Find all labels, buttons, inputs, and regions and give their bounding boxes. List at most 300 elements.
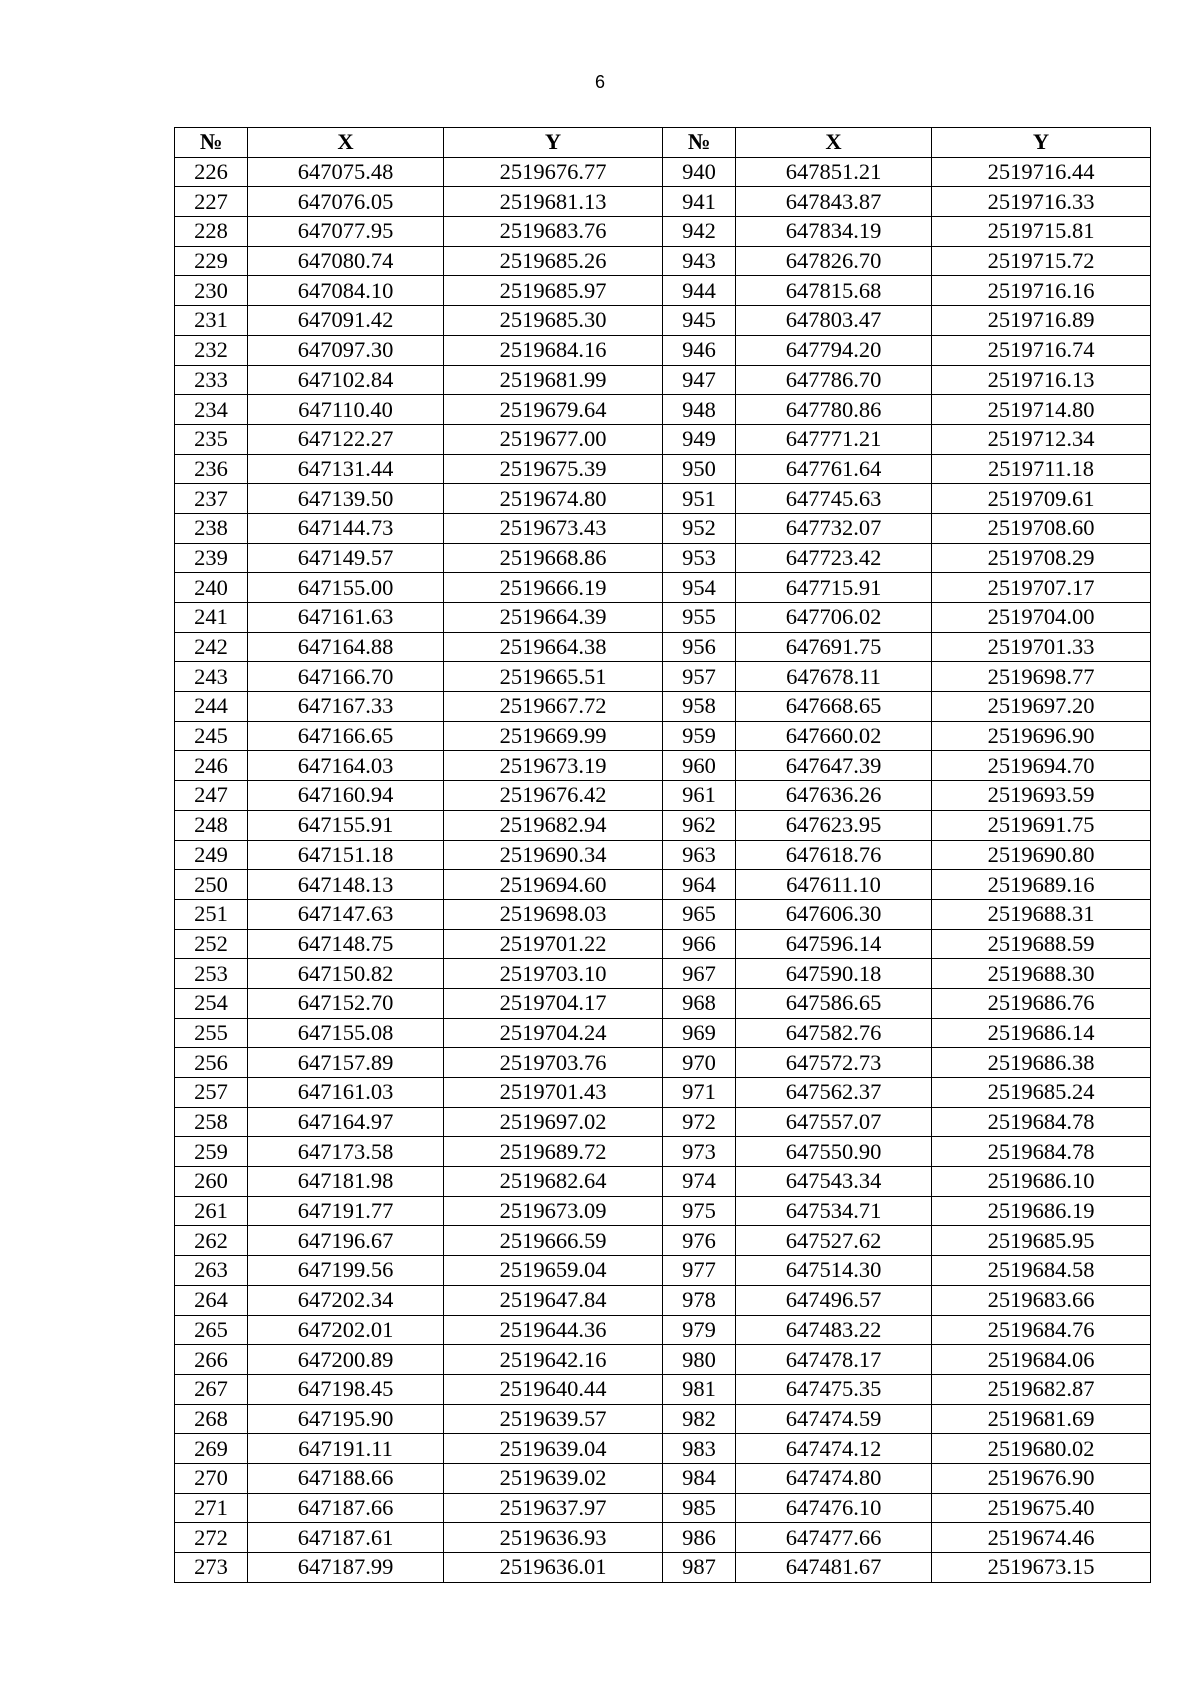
y-left-cell: 2519636.01 xyxy=(444,1553,663,1583)
table-row xyxy=(175,1315,1151,1345)
y-right-cell: 2519715.81 xyxy=(932,217,1151,247)
table-row xyxy=(175,1374,1151,1404)
x-left-cell: 647150.82 xyxy=(248,959,444,989)
table-row xyxy=(175,988,1151,1018)
y-right-cell: 2519712.34 xyxy=(932,424,1151,454)
table-row xyxy=(175,217,1151,247)
x-left-cell: 647196.67 xyxy=(248,1226,444,1256)
point-number-right-cell: 983 xyxy=(663,1434,736,1464)
point-number-left-cell: 246 xyxy=(175,751,248,781)
x-left-cell: 647200.89 xyxy=(248,1345,444,1375)
x-right-cell: 647815.68 xyxy=(736,276,932,306)
table-row xyxy=(175,1434,1151,1464)
point-number-left-cell: 237 xyxy=(175,484,248,514)
y-right-cell: 2519701.33 xyxy=(932,632,1151,662)
y-left-cell: 2519677.00 xyxy=(444,424,663,454)
point-number-left-cell: 250 xyxy=(175,870,248,900)
x-right-cell: 647474.12 xyxy=(736,1434,932,1464)
table-row xyxy=(175,1493,1151,1523)
point-number-left-cell: 263 xyxy=(175,1256,248,1286)
table-row xyxy=(175,751,1151,781)
x-left-cell: 647198.45 xyxy=(248,1374,444,1404)
x-left-cell: 647191.77 xyxy=(248,1196,444,1226)
x-right-cell: 647572.73 xyxy=(736,1048,932,1078)
x-left-cell: 647131.44 xyxy=(248,454,444,484)
x-left-cell: 647155.00 xyxy=(248,573,444,603)
x-right-cell: 647826.70 xyxy=(736,246,932,276)
point-number-left-cell: 235 xyxy=(175,424,248,454)
y-right-cell: 2519688.59 xyxy=(932,929,1151,959)
table-row xyxy=(175,1523,1151,1553)
y-right-cell: 2519697.20 xyxy=(932,692,1151,722)
point-number-left-cell: 254 xyxy=(175,988,248,1018)
x-right-cell: 647771.21 xyxy=(736,424,932,454)
x-right-cell: 647794.20 xyxy=(736,335,932,365)
y-left-cell: 2519701.43 xyxy=(444,1078,663,1108)
point-number-right-cell: 964 xyxy=(663,870,736,900)
point-number-right-cell: 980 xyxy=(663,1345,736,1375)
point-number-right-cell: 985 xyxy=(663,1493,736,1523)
y-left-cell: 2519679.64 xyxy=(444,395,663,425)
y-left-cell: 2519682.94 xyxy=(444,810,663,840)
point-number-left-cell: 234 xyxy=(175,395,248,425)
point-number-left-cell: 227 xyxy=(175,187,248,217)
point-number-left-cell: 252 xyxy=(175,929,248,959)
x-left-cell: 647102.84 xyxy=(248,365,444,395)
point-number-right-cell: 974 xyxy=(663,1167,736,1197)
x-right-cell: 647732.07 xyxy=(736,513,932,543)
x-left-cell: 647199.56 xyxy=(248,1256,444,1286)
point-number-left-cell: 247 xyxy=(175,781,248,811)
x-right-cell: 647706.02 xyxy=(736,603,932,633)
y-right-cell: 2519682.87 xyxy=(932,1374,1151,1404)
x-left-cell: 647152.70 xyxy=(248,988,444,1018)
point-number-right-cell: 954 xyxy=(663,573,736,603)
x-right-cell: 647606.30 xyxy=(736,899,932,929)
x-left-cell: 647091.42 xyxy=(248,306,444,336)
y-right-cell: 2519688.31 xyxy=(932,899,1151,929)
y-left-cell: 2519683.76 xyxy=(444,217,663,247)
x-right-cell: 647660.02 xyxy=(736,721,932,751)
x-left-cell: 647188.66 xyxy=(248,1463,444,1493)
y-right-cell: 2519691.75 xyxy=(932,810,1151,840)
table-row xyxy=(175,276,1151,306)
y-left-cell: 2519639.02 xyxy=(444,1463,663,1493)
y-right-cell: 2519714.80 xyxy=(932,395,1151,425)
table-row xyxy=(175,513,1151,543)
x-left-cell: 647164.88 xyxy=(248,632,444,662)
x-right-cell: 647596.14 xyxy=(736,929,932,959)
x-right-cell: 647647.39 xyxy=(736,751,932,781)
x-right-cell: 647834.19 xyxy=(736,217,932,247)
y-left-cell: 2519704.17 xyxy=(444,988,663,1018)
point-number-left-cell: 238 xyxy=(175,513,248,543)
table-row xyxy=(175,306,1151,336)
y-right-cell: 2519680.02 xyxy=(932,1434,1151,1464)
point-number-right-cell: 941 xyxy=(663,187,736,217)
x-left-cell: 647077.95 xyxy=(248,217,444,247)
y-right-cell: 2519681.69 xyxy=(932,1404,1151,1434)
y-left-cell: 2519647.84 xyxy=(444,1285,663,1315)
point-number-left-cell: 266 xyxy=(175,1345,248,1375)
point-number-right-cell: 982 xyxy=(663,1404,736,1434)
x-right-cell: 647761.64 xyxy=(736,454,932,484)
x-left-cell: 647097.30 xyxy=(248,335,444,365)
x-left-cell: 647139.50 xyxy=(248,484,444,514)
coordinates-table xyxy=(174,127,1151,1583)
point-number-right-cell: 947 xyxy=(663,365,736,395)
y-right-cell: 2519707.17 xyxy=(932,573,1151,603)
point-number-left-cell: 230 xyxy=(175,276,248,306)
table-row xyxy=(175,1285,1151,1315)
x-right-cell: 647803.47 xyxy=(736,306,932,336)
y-left-cell: 2519674.80 xyxy=(444,484,663,514)
point-number-left-cell: 229 xyxy=(175,246,248,276)
y-left-cell: 2519697.02 xyxy=(444,1107,663,1137)
table-row xyxy=(175,632,1151,662)
point-number-left-cell: 232 xyxy=(175,335,248,365)
point-number-right-cell: 972 xyxy=(663,1107,736,1137)
point-number-right-cell: 956 xyxy=(663,632,736,662)
point-number-right-cell: 957 xyxy=(663,662,736,692)
x-left-cell: 647187.61 xyxy=(248,1523,444,1553)
point-number-right-cell: 984 xyxy=(663,1463,736,1493)
x-right-cell: 647786.70 xyxy=(736,365,932,395)
point-number-right-cell: 975 xyxy=(663,1196,736,1226)
point-number-left-cell: 233 xyxy=(175,365,248,395)
x-left-cell: 647164.03 xyxy=(248,751,444,781)
y-right-cell: 2519686.76 xyxy=(932,988,1151,1018)
point-number-right-cell: 950 xyxy=(663,454,736,484)
y-left-cell: 2519703.76 xyxy=(444,1048,663,1078)
y-right-cell: 2519690.80 xyxy=(932,840,1151,870)
y-right-cell: 2519674.46 xyxy=(932,1523,1151,1553)
header-x-left: X xyxy=(248,128,444,158)
x-right-cell: 647745.63 xyxy=(736,484,932,514)
x-right-cell: 647477.66 xyxy=(736,1523,932,1553)
x-left-cell: 647202.01 xyxy=(248,1315,444,1345)
point-number-right-cell: 963 xyxy=(663,840,736,870)
x-left-cell: 647151.18 xyxy=(248,840,444,870)
x-left-cell: 647155.91 xyxy=(248,810,444,840)
y-left-cell: 2519639.04 xyxy=(444,1434,663,1464)
point-number-right-cell: 945 xyxy=(663,306,736,336)
table-row xyxy=(175,662,1151,692)
x-right-cell: 647723.42 xyxy=(736,543,932,573)
point-number-left-cell: 260 xyxy=(175,1167,248,1197)
header-y-right: Y xyxy=(932,128,1151,158)
point-number-right-cell: 981 xyxy=(663,1374,736,1404)
y-left-cell: 2519681.99 xyxy=(444,365,663,395)
y-right-cell: 2519683.66 xyxy=(932,1285,1151,1315)
table-row xyxy=(175,1048,1151,1078)
point-number-left-cell: 248 xyxy=(175,810,248,840)
point-number-left-cell: 242 xyxy=(175,632,248,662)
y-left-cell: 2519689.72 xyxy=(444,1137,663,1167)
x-right-cell: 647611.10 xyxy=(736,870,932,900)
y-left-cell: 2519682.64 xyxy=(444,1167,663,1197)
point-number-left-cell: 243 xyxy=(175,662,248,692)
table-row xyxy=(175,1463,1151,1493)
table-row xyxy=(175,1345,1151,1375)
x-left-cell: 647161.63 xyxy=(248,603,444,633)
y-right-cell: 2519689.16 xyxy=(932,870,1151,900)
y-left-cell: 2519685.26 xyxy=(444,246,663,276)
header-number-right: № xyxy=(663,128,736,158)
point-number-right-cell: 944 xyxy=(663,276,736,306)
table-row xyxy=(175,1256,1151,1286)
x-left-cell: 647166.70 xyxy=(248,662,444,692)
point-number-left-cell: 270 xyxy=(175,1463,248,1493)
header-y-left: Y xyxy=(444,128,663,158)
point-number-left-cell: 228 xyxy=(175,217,248,247)
x-left-cell: 647155.08 xyxy=(248,1018,444,1048)
point-number-left-cell: 239 xyxy=(175,543,248,573)
x-left-cell: 647166.65 xyxy=(248,721,444,751)
y-left-cell: 2519636.93 xyxy=(444,1523,663,1553)
y-left-cell: 2519668.86 xyxy=(444,543,663,573)
y-left-cell: 2519681.13 xyxy=(444,187,663,217)
x-left-cell: 647202.34 xyxy=(248,1285,444,1315)
y-right-cell: 2519684.58 xyxy=(932,1256,1151,1286)
y-right-cell: 2519696.90 xyxy=(932,721,1151,751)
y-left-cell: 2519673.09 xyxy=(444,1196,663,1226)
point-number-left-cell: 264 xyxy=(175,1285,248,1315)
table-row xyxy=(175,1553,1151,1583)
y-right-cell: 2519716.33 xyxy=(932,187,1151,217)
y-left-cell: 2519701.22 xyxy=(444,929,663,959)
y-right-cell: 2519709.61 xyxy=(932,484,1151,514)
y-left-cell: 2519669.99 xyxy=(444,721,663,751)
point-number-left-cell: 240 xyxy=(175,573,248,603)
table-row xyxy=(175,810,1151,840)
point-number-left-cell: 245 xyxy=(175,721,248,751)
y-right-cell: 2519698.77 xyxy=(932,662,1151,692)
y-right-cell: 2519716.74 xyxy=(932,335,1151,365)
x-right-cell: 647483.22 xyxy=(736,1315,932,1345)
table-row xyxy=(175,1196,1151,1226)
y-left-cell: 2519665.51 xyxy=(444,662,663,692)
table-row xyxy=(175,721,1151,751)
x-left-cell: 647181.98 xyxy=(248,1167,444,1197)
y-left-cell: 2519640.44 xyxy=(444,1374,663,1404)
table-row xyxy=(175,484,1151,514)
point-number-right-cell: 943 xyxy=(663,246,736,276)
table-row xyxy=(175,246,1151,276)
point-number-right-cell: 951 xyxy=(663,484,736,514)
y-left-cell: 2519664.38 xyxy=(444,632,663,662)
x-right-cell: 647590.18 xyxy=(736,959,932,989)
y-left-cell: 2519673.19 xyxy=(444,751,663,781)
y-right-cell: 2519676.90 xyxy=(932,1463,1151,1493)
point-number-left-cell: 251 xyxy=(175,899,248,929)
point-number-right-cell: 952 xyxy=(663,513,736,543)
point-number-right-cell: 953 xyxy=(663,543,736,573)
y-right-cell: 2519688.30 xyxy=(932,959,1151,989)
point-number-right-cell: 961 xyxy=(663,781,736,811)
x-left-cell: 647084.10 xyxy=(248,276,444,306)
x-left-cell: 647149.57 xyxy=(248,543,444,573)
table-row xyxy=(175,157,1151,187)
point-number-right-cell: 965 xyxy=(663,899,736,929)
y-left-cell: 2519690.34 xyxy=(444,840,663,870)
point-number-left-cell: 268 xyxy=(175,1404,248,1434)
point-number-right-cell: 969 xyxy=(663,1018,736,1048)
x-left-cell: 647164.97 xyxy=(248,1107,444,1137)
point-number-left-cell: 262 xyxy=(175,1226,248,1256)
x-right-cell: 647496.57 xyxy=(736,1285,932,1315)
y-right-cell: 2519694.70 xyxy=(932,751,1151,781)
x-left-cell: 647110.40 xyxy=(248,395,444,425)
table-row xyxy=(175,870,1151,900)
x-right-cell: 647557.07 xyxy=(736,1107,932,1137)
point-number-left-cell: 258 xyxy=(175,1107,248,1137)
y-left-cell: 2519637.97 xyxy=(444,1493,663,1523)
point-number-right-cell: 973 xyxy=(663,1137,736,1167)
x-left-cell: 647157.89 xyxy=(248,1048,444,1078)
y-right-cell: 2519711.18 xyxy=(932,454,1151,484)
y-right-cell: 2519685.24 xyxy=(932,1078,1151,1108)
x-right-cell: 647562.37 xyxy=(736,1078,932,1108)
y-left-cell: 2519644.36 xyxy=(444,1315,663,1345)
point-number-right-cell: 958 xyxy=(663,692,736,722)
x-right-cell: 647618.76 xyxy=(736,840,932,870)
x-right-cell: 647715.91 xyxy=(736,573,932,603)
point-number-right-cell: 940 xyxy=(663,157,736,187)
y-right-cell: 2519708.29 xyxy=(932,543,1151,573)
point-number-left-cell: 267 xyxy=(175,1374,248,1404)
x-right-cell: 647474.80 xyxy=(736,1463,932,1493)
point-number-left-cell: 241 xyxy=(175,603,248,633)
header-number-left: № xyxy=(175,128,248,158)
x-right-cell: 647534.71 xyxy=(736,1196,932,1226)
point-number-right-cell: 970 xyxy=(663,1048,736,1078)
y-right-cell: 2519716.44 xyxy=(932,157,1151,187)
x-right-cell: 647668.65 xyxy=(736,692,932,722)
x-left-cell: 647187.66 xyxy=(248,1493,444,1523)
point-number-left-cell: 259 xyxy=(175,1137,248,1167)
point-number-left-cell: 257 xyxy=(175,1078,248,1108)
point-number-left-cell: 265 xyxy=(175,1315,248,1345)
point-number-left-cell: 271 xyxy=(175,1493,248,1523)
point-number-right-cell: 971 xyxy=(663,1078,736,1108)
y-right-cell: 2519685.95 xyxy=(932,1226,1151,1256)
point-number-right-cell: 986 xyxy=(663,1523,736,1553)
point-number-right-cell: 978 xyxy=(663,1285,736,1315)
table-row xyxy=(175,929,1151,959)
y-right-cell: 2519686.19 xyxy=(932,1196,1151,1226)
x-right-cell: 647586.65 xyxy=(736,988,932,1018)
point-number-left-cell: 255 xyxy=(175,1018,248,1048)
x-left-cell: 647187.99 xyxy=(248,1553,444,1583)
y-right-cell: 2519684.78 xyxy=(932,1107,1151,1137)
x-left-cell: 647195.90 xyxy=(248,1404,444,1434)
point-number-left-cell: 256 xyxy=(175,1048,248,1078)
y-right-cell: 2519673.15 xyxy=(932,1553,1151,1583)
y-right-cell: 2519715.72 xyxy=(932,246,1151,276)
point-number-right-cell: 976 xyxy=(663,1226,736,1256)
table-body xyxy=(175,157,1151,1582)
y-left-cell: 2519676.77 xyxy=(444,157,663,187)
y-right-cell: 2519675.40 xyxy=(932,1493,1151,1523)
table-row xyxy=(175,899,1151,929)
point-number-left-cell: 244 xyxy=(175,692,248,722)
table-row xyxy=(175,959,1151,989)
x-right-cell: 647851.21 xyxy=(736,157,932,187)
y-left-cell: 2519667.72 xyxy=(444,692,663,722)
table-header-row xyxy=(175,128,1151,158)
table-row xyxy=(175,1137,1151,1167)
table-row xyxy=(175,1167,1151,1197)
point-number-right-cell: 960 xyxy=(663,751,736,781)
table-row xyxy=(175,365,1151,395)
table-row xyxy=(175,1107,1151,1137)
x-right-cell: 647514.30 xyxy=(736,1256,932,1286)
x-right-cell: 647474.59 xyxy=(736,1404,932,1434)
table-row xyxy=(175,395,1151,425)
y-right-cell: 2519686.14 xyxy=(932,1018,1151,1048)
point-number-left-cell: 261 xyxy=(175,1196,248,1226)
y-left-cell: 2519639.57 xyxy=(444,1404,663,1434)
y-right-cell: 2519684.76 xyxy=(932,1315,1151,1345)
y-left-cell: 2519684.16 xyxy=(444,335,663,365)
y-left-cell: 2519704.24 xyxy=(444,1018,663,1048)
y-left-cell: 2519703.10 xyxy=(444,959,663,989)
x-right-cell: 647481.67 xyxy=(736,1553,932,1583)
x-right-cell: 647623.95 xyxy=(736,810,932,840)
point-number-left-cell: 226 xyxy=(175,157,248,187)
y-right-cell: 2519716.16 xyxy=(932,276,1151,306)
x-right-cell: 647543.34 xyxy=(736,1167,932,1197)
x-right-cell: 647780.86 xyxy=(736,395,932,425)
x-right-cell: 647550.90 xyxy=(736,1137,932,1167)
point-number-right-cell: 946 xyxy=(663,335,736,365)
point-number-right-cell: 955 xyxy=(663,603,736,633)
point-number-right-cell: 942 xyxy=(663,217,736,247)
table-row xyxy=(175,424,1151,454)
table-row xyxy=(175,603,1151,633)
table-row xyxy=(175,1078,1151,1108)
point-number-right-cell: 948 xyxy=(663,395,736,425)
x-right-cell: 647636.26 xyxy=(736,781,932,811)
y-right-cell: 2519684.78 xyxy=(932,1137,1151,1167)
y-right-cell: 2519684.06 xyxy=(932,1345,1151,1375)
header-x-right: X xyxy=(736,128,932,158)
x-right-cell: 647475.35 xyxy=(736,1374,932,1404)
x-right-cell: 647478.17 xyxy=(736,1345,932,1375)
y-right-cell: 2519704.00 xyxy=(932,603,1151,633)
x-left-cell: 647191.11 xyxy=(248,1434,444,1464)
point-number-right-cell: 959 xyxy=(663,721,736,751)
page-number: 6 xyxy=(594,72,605,92)
x-left-cell: 647160.94 xyxy=(248,781,444,811)
point-number-right-cell: 979 xyxy=(663,1315,736,1345)
y-left-cell: 2519659.04 xyxy=(444,1256,663,1286)
point-number-left-cell: 269 xyxy=(175,1434,248,1464)
y-left-cell: 2519685.97 xyxy=(444,276,663,306)
table-row xyxy=(175,1404,1151,1434)
y-left-cell: 2519673.43 xyxy=(444,513,663,543)
point-number-right-cell: 966 xyxy=(663,929,736,959)
y-right-cell: 2519693.59 xyxy=(932,781,1151,811)
x-right-cell: 647476.10 xyxy=(736,1493,932,1523)
x-right-cell: 647527.62 xyxy=(736,1226,932,1256)
y-left-cell: 2519664.39 xyxy=(444,603,663,633)
point-number-left-cell: 249 xyxy=(175,840,248,870)
y-left-cell: 2519666.19 xyxy=(444,573,663,603)
x-left-cell: 647122.27 xyxy=(248,424,444,454)
table-row xyxy=(175,1226,1151,1256)
